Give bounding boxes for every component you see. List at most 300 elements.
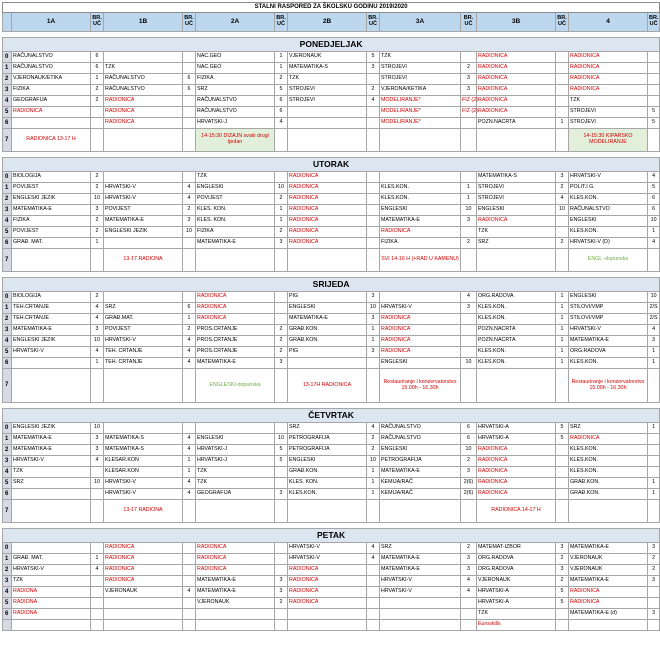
teacher-count-cell: 4 [275, 118, 288, 129]
subject-cell: KLES.KON. [380, 194, 461, 205]
subject-cell: KLES.KON. [569, 194, 648, 205]
subject-cell: GRAĐ.KON. [569, 489, 648, 500]
subject-cell: MODELIRANJE* [380, 118, 461, 129]
subject-cell: MODELIRANJE* [380, 107, 461, 118]
subject-cell: RADIONICA [477, 489, 556, 500]
teacher-count-cell [183, 369, 196, 403]
subject-cell: ENGLESKI [380, 358, 461, 369]
teacher-count-cell: 3 [648, 576, 660, 587]
teacher-count-cell: 4 [556, 194, 569, 205]
subject-cell [288, 107, 367, 118]
subject-cell: SRZ [288, 423, 367, 434]
day-name: PONEDJELJAK [3, 38, 660, 52]
teacher-count-cell: 10 [91, 423, 104, 434]
lesson-hour: 0 [3, 292, 12, 303]
lesson-hour: 4 [3, 336, 12, 347]
lesson-hour: 5 [3, 107, 12, 118]
teacher-count-cell [367, 576, 380, 587]
teacher-count-cell: 1 [275, 216, 288, 227]
subject-cell: MATEMATIKA-E [380, 554, 461, 565]
teacher-count-header: BR. UČ [183, 13, 196, 32]
teacher-count-cell [461, 227, 477, 238]
teacher-count-cell: 6 [91, 63, 104, 74]
subject-cell: SVI 14-16 H (+RAD U KAMENU) [380, 249, 461, 272]
subject-cell: RADIONICA [288, 587, 367, 598]
lesson-hour: 2 [3, 445, 12, 456]
subject-cell: RADIONA [12, 609, 91, 620]
teacher-count-cell: 4 [367, 96, 380, 107]
subject-cell: RAČUNALSTVO [12, 52, 91, 63]
teacher-count-cell [367, 500, 380, 523]
teacher-count-cell: 4 [183, 445, 196, 456]
subject-cell: PETROGRAFIJA [288, 445, 367, 456]
subject-cell: MATEMATIKA-E [569, 576, 648, 587]
teacher-count-cell [91, 620, 104, 631]
subject-cell: ENGLESKI-dopunska [196, 369, 275, 403]
teacher-count-cell [91, 129, 104, 152]
teacher-count-cell: 2 [183, 205, 196, 216]
teacher-count-cell: 4 [91, 314, 104, 325]
teacher-count-cell: 2 [275, 194, 288, 205]
subject-cell: KLESAR.KON [104, 467, 183, 478]
teacher-count-cell: 6 [183, 303, 196, 314]
subject-cell: SRZ [196, 85, 275, 96]
subject-cell [380, 609, 461, 620]
schedule-sheet [2, 2, 659, 631]
teacher-count-cell [183, 52, 196, 63]
subject-cell [12, 543, 91, 554]
subject-cell: KLES.KON. [569, 456, 648, 467]
teacher-count-cell: 2 [461, 543, 477, 554]
subject-cell: RADIONICA [196, 565, 275, 576]
subject-cell: NAC.GEO [196, 63, 275, 74]
subject-cell: HRVATSKI-V [380, 576, 461, 587]
teacher-count-cell: 2 [461, 456, 477, 467]
subject-cell: TZK [196, 467, 275, 478]
teacher-count-cell [648, 587, 660, 598]
teacher-count-cell: 1 [367, 478, 380, 489]
subject-cell: KLES.KON. [569, 445, 648, 456]
subject-cell: RAČUNALSTVO [196, 107, 275, 118]
teacher-count-cell [556, 445, 569, 456]
teacher-count-cell: 2 [367, 434, 380, 445]
teacher-count-cell: 10 [367, 303, 380, 314]
subject-cell [288, 118, 367, 129]
subject-cell: HRVATSKI-V [104, 183, 183, 194]
teacher-count-cell: 3 [275, 489, 288, 500]
subject-cell: KLES. KON. [288, 478, 367, 489]
lesson-hour: 2 [3, 565, 12, 576]
teacher-count-cell: 4 [91, 303, 104, 314]
lesson-hour: 3 [3, 456, 12, 467]
teacher-count-cell: 1 [648, 358, 660, 369]
subject-cell: PETROGRAFIJA [380, 456, 461, 467]
lesson-hour: 5 [3, 598, 12, 609]
subject-cell: GEOGRAFIJA [12, 96, 91, 107]
subject-cell: RADIONICA [477, 74, 556, 85]
subject-cell: RADIONICA [288, 576, 367, 587]
subject-cell: MATEMATIKA-E [12, 434, 91, 445]
subject-cell: MATEMATIKA-S [477, 172, 556, 183]
subject-cell: HRVATSKI-V [104, 336, 183, 347]
subject-cell: STROJEVI [380, 74, 461, 85]
teacher-count-cell [275, 303, 288, 314]
subject-cell: STROJEVI [380, 63, 461, 74]
lesson-hour: 7 [3, 129, 12, 152]
subject-cell: RADIONICA [288, 216, 367, 227]
lesson-hour: 1 [3, 554, 12, 565]
subject-cell: KLES.KON. [569, 358, 648, 369]
lesson-row [3, 467, 660, 478]
teacher-count-cell [183, 565, 196, 576]
subject-cell: VJERONAUK [569, 565, 648, 576]
lesson-row [3, 609, 660, 620]
teacher-count-cell: 10 [648, 292, 660, 303]
teacher-count-cell [648, 500, 660, 523]
teacher-count-cell [183, 96, 196, 107]
class-header-2a: 2A [196, 13, 275, 32]
subject-cell: RADIONICA [380, 314, 461, 325]
teacher-count-cell [556, 74, 569, 85]
teacher-count-cell [461, 249, 477, 272]
subject-cell: RADIONICA [288, 227, 367, 238]
lesson-hour: 3 [3, 325, 12, 336]
subject-cell: RADIONA [12, 587, 91, 598]
teacher-count-cell: 2 [91, 96, 104, 107]
subject-cell: HRVATSKI-V [288, 543, 367, 554]
subject-cell [104, 369, 183, 403]
subject-cell: GRAĐ.KON. [288, 467, 367, 478]
teacher-count-cell: 1 [648, 423, 660, 434]
subject-cell [288, 609, 367, 620]
teacher-count-cell [367, 587, 380, 598]
teacher-count-cell [461, 500, 477, 523]
subject-cell: NAC.GEO [196, 52, 275, 63]
teacher-count-cell: 5 [367, 52, 380, 63]
subject-cell: KLES.KON. [569, 227, 648, 238]
teacher-count-cell: 2 [91, 183, 104, 194]
subject-cell: KLESAR.KON [104, 456, 183, 467]
lesson-row [3, 183, 660, 194]
subject-cell: RADIONICA [288, 172, 367, 183]
subject-cell: MATEMATIKA-E [380, 565, 461, 576]
teacher-count-cell: 3 [183, 216, 196, 227]
subject-cell: BIOLOGIJA [12, 292, 91, 303]
teacher-count-cell: 6 [648, 194, 660, 205]
teacher-count-cell: 3 [367, 347, 380, 358]
subject-cell: ENGLESKI [288, 303, 367, 314]
teacher-count-cell: 1 [556, 336, 569, 347]
subject-cell: TEH.CRTANJE [12, 303, 91, 314]
lesson-row [3, 565, 660, 576]
lesson-row [3, 238, 660, 249]
teacher-count-cell [275, 129, 288, 152]
subject-cell: RADIONICA [196, 303, 275, 314]
subject-cell: RAČUNALSTVO [380, 423, 461, 434]
teacher-count-cell: 1 [367, 467, 380, 478]
subject-cell: MATEMAT-IZBOR [477, 543, 556, 554]
teacher-count-cell: 1 [183, 467, 196, 478]
subject-cell [196, 500, 275, 523]
teacher-count-cell: 3 [91, 445, 104, 456]
day-header-row [3, 529, 660, 543]
teacher-count-cell [275, 554, 288, 565]
teacher-count-cell [367, 598, 380, 609]
subject-cell: RADIONICA [569, 52, 648, 63]
subject-cell: HRVATSKI-A [477, 434, 556, 445]
teacher-count-header: BR. UČ [367, 13, 380, 32]
subject-cell: ORG.RADOVA [477, 554, 556, 565]
teacher-count-cell: 6 [461, 423, 477, 434]
teacher-count-cell: 2(6) [461, 489, 477, 500]
teacher-count-cell: 4 [183, 194, 196, 205]
teacher-count-cell: 2/S [648, 314, 660, 325]
subject-cell: RADIONICA [12, 107, 91, 118]
teacher-count-cell: 1 [556, 325, 569, 336]
teacher-count-cell [275, 500, 288, 523]
teacher-count-cell [367, 183, 380, 194]
teacher-count-cell: 3 [461, 85, 477, 96]
teacher-count-cell [556, 467, 569, 478]
class-header-1a: 1A [12, 13, 91, 32]
teacher-count-cell: 1 [556, 118, 569, 129]
subject-cell: FIZIKA [196, 74, 275, 85]
teacher-count-cell: FIZ (2) [461, 107, 477, 118]
subject-cell: HRVATSKI-J [196, 118, 275, 129]
teacher-count-cell [648, 467, 660, 478]
lesson-hour: 6 [3, 238, 12, 249]
teacher-count-cell: 10 [461, 445, 477, 456]
teacher-count-cell: 5 [648, 118, 660, 129]
subject-cell [12, 500, 91, 523]
subject-cell: SRZ [569, 423, 648, 434]
teacher-count-cell: 4 [183, 587, 196, 598]
subject-cell: TZK [477, 227, 556, 238]
teacher-count-cell [461, 347, 477, 358]
teacher-count-cell [183, 500, 196, 523]
teacher-count-cell: 4 [648, 238, 660, 249]
subject-cell: SRZ [380, 543, 461, 554]
teacher-count-cell: 10 [648, 216, 660, 227]
teacher-count-cell [648, 456, 660, 467]
teacher-count-cell: 3 [648, 609, 660, 620]
subject-cell: 13-17H RADIONICA [288, 369, 367, 403]
subject-cell: Restauriranje i konzervatorstvo 15.00h - 16.30h [569, 369, 648, 403]
teacher-count-cell: 5 [275, 85, 288, 96]
lesson-hour: 1 [3, 434, 12, 445]
lesson-row [3, 598, 660, 609]
subject-cell [104, 52, 183, 63]
teacher-count-cell [91, 598, 104, 609]
teacher-count-cell: 1 [91, 238, 104, 249]
teacher-count-cell: 2 [275, 336, 288, 347]
subject-cell: RADIONICA [477, 63, 556, 74]
subject-cell: KLES.KON. [477, 347, 556, 358]
teacher-count-cell [275, 565, 288, 576]
subject-cell: GRAĐ.MAT. [104, 314, 183, 325]
subject-cell: RADIONICA [380, 325, 461, 336]
lesson-hour: 0 [3, 423, 12, 434]
subject-cell: 13-17 RADIONA [104, 249, 183, 272]
teacher-count-header: BR. UČ [91, 13, 104, 32]
subject-cell: Restauriranje i konzervatorstvo 15.00h - 16.30h [380, 369, 461, 403]
subject-cell: MATEMATIKA-S [104, 445, 183, 456]
subject-cell: POZN.NACRTA [477, 336, 556, 347]
lesson-hour [3, 620, 12, 631]
teacher-count-cell [556, 500, 569, 523]
teacher-count-cell [367, 565, 380, 576]
subject-cell: RADIONICA [196, 292, 275, 303]
subject-cell: PROS.CRTANJE [196, 336, 275, 347]
subject-cell: RAČUNALSTVO [380, 434, 461, 445]
teacher-count-cell: 1 [367, 325, 380, 336]
teacher-count-cell: 4 [461, 292, 477, 303]
teacher-count-header: BR. UČ [648, 13, 660, 32]
lesson-row [3, 478, 660, 489]
subject-cell [380, 620, 461, 631]
teacher-count-cell [275, 369, 288, 403]
subject-cell: TZK [104, 63, 183, 74]
lesson-row [3, 358, 660, 369]
teacher-count-cell: 3 [461, 554, 477, 565]
subject-cell: RAČUNALSTVO [569, 205, 648, 216]
lesson-row [3, 172, 660, 183]
teacher-count-cell [183, 292, 196, 303]
subject-cell: HRVATSKI-V [12, 347, 91, 358]
subject-cell: RADIONICA [569, 434, 648, 445]
subject-cell: BIOLOGIJA [12, 172, 91, 183]
subject-cell: RADIONICA [104, 565, 183, 576]
subject-cell [12, 249, 91, 272]
teacher-count-cell [461, 609, 477, 620]
teacher-count-cell [183, 129, 196, 152]
subject-cell: HRVATSKI-J [196, 445, 275, 456]
teacher-count-cell [91, 609, 104, 620]
subject-cell: FIZIKA [380, 238, 461, 249]
teacher-count-cell [183, 63, 196, 74]
teacher-count-cell [461, 369, 477, 403]
teacher-count-cell [367, 129, 380, 152]
lesson-hour: 1 [3, 63, 12, 74]
subject-cell: HRVATSKI-V [104, 489, 183, 500]
schedule-title: STALNI RASPORED ZA ŠKOLSKU GODINU 2019/2020 [3, 3, 660, 13]
teacher-count-cell: 3 [367, 292, 380, 303]
subject-cell [380, 172, 461, 183]
teacher-count-cell: 1 [275, 52, 288, 63]
subject-cell: MATEMATIKA-E [12, 205, 91, 216]
teacher-count-cell: 4 [91, 456, 104, 467]
subject-cell: MATEMATIKA-E [196, 587, 275, 598]
teacher-count-cell [91, 369, 104, 403]
subject-cell: ENGLESKI [380, 205, 461, 216]
subject-cell: POVIJEST [104, 205, 183, 216]
lesson-hour: 0 [3, 172, 12, 183]
teacher-count-cell [648, 620, 660, 631]
lesson-hour: 4 [3, 467, 12, 478]
subject-cell: RADIONICA [288, 183, 367, 194]
teacher-count-cell: 6 [275, 107, 288, 118]
subject-cell [104, 172, 183, 183]
teacher-count-cell: 3 [648, 543, 660, 554]
subject-cell: RADIONICA [288, 565, 367, 576]
subject-cell: RADIONICA [196, 543, 275, 554]
teacher-count-cell: 10 [91, 194, 104, 205]
teacher-count-cell [367, 358, 380, 369]
subject-cell [12, 369, 91, 403]
teacher-count-cell [367, 74, 380, 85]
subject-cell: SRZ [477, 238, 556, 249]
subject-cell: MATEMATIKA-S [104, 434, 183, 445]
subject-cell: STILOVI/VMP [569, 303, 648, 314]
teacher-count-cell [648, 249, 660, 272]
lesson-row [3, 96, 660, 107]
teacher-count-cell [556, 216, 569, 227]
teacher-count-cell [556, 620, 569, 631]
subject-cell: STROJEVI [288, 96, 367, 107]
subject-cell: STROJEVI [477, 194, 556, 205]
teacher-count-cell: 2 [461, 238, 477, 249]
subject-cell: RADIONICA [477, 445, 556, 456]
subject-cell [104, 620, 183, 631]
teacher-count-cell: 4 [183, 358, 196, 369]
teacher-count-cell: 1 [556, 292, 569, 303]
subject-cell: VJERONA/KETIKA [380, 85, 461, 96]
day-header-row [3, 278, 660, 292]
subject-cell: MATEMATIKA-E [569, 336, 648, 347]
teacher-count-cell: 10 [556, 205, 569, 216]
subject-cell: RADIONICA [477, 85, 556, 96]
teacher-count-cell: 5 [275, 456, 288, 467]
subject-cell: KLES.KON. [477, 303, 556, 314]
lesson-hour: 2 [3, 314, 12, 325]
teacher-count-cell: 1 [648, 478, 660, 489]
hour-header-cell [3, 13, 12, 32]
teacher-count-cell [648, 129, 660, 152]
teacher-count-cell [556, 249, 569, 272]
subject-cell: MATEMATIKA-E [569, 543, 648, 554]
subject-cell [196, 620, 275, 631]
subject-cell: MATEMATIKA-E (d) [569, 609, 648, 620]
lesson-row [3, 423, 660, 434]
lesson-hour: 4 [3, 216, 12, 227]
teacher-count-cell: 1 [91, 554, 104, 565]
subject-cell: MATEMATIKA-E [104, 216, 183, 227]
subject-cell: HRVATSKI-A [477, 423, 556, 434]
subject-cell: TZK [196, 478, 275, 489]
teacher-count-cell: 10 [91, 336, 104, 347]
subject-cell: STROJEVI [569, 107, 648, 118]
teacher-count-cell: 2 [648, 565, 660, 576]
lesson-hour: 5 [3, 478, 12, 489]
teacher-count-cell: 6 [91, 52, 104, 63]
lesson-row [3, 129, 660, 152]
teacher-count-cell [367, 216, 380, 227]
subject-cell: ENGLESKI JEZIK [12, 336, 91, 347]
subject-cell: RADIONICA [288, 598, 367, 609]
subject-cell [477, 129, 556, 152]
lesson-hour: 2 [3, 74, 12, 85]
subject-cell: ENGL -dopunska [569, 249, 648, 272]
teacher-count-cell [91, 467, 104, 478]
subject-cell: ENGLESKI [477, 205, 556, 216]
lesson-row [3, 303, 660, 314]
teacher-count-cell [367, 227, 380, 238]
subject-cell: HRVATSKI-V [288, 554, 367, 565]
subject-cell: POZN.NACRTA [477, 118, 556, 129]
teacher-count-cell [183, 554, 196, 565]
lesson-row [3, 194, 660, 205]
subject-cell: ENGLESKI [288, 456, 367, 467]
